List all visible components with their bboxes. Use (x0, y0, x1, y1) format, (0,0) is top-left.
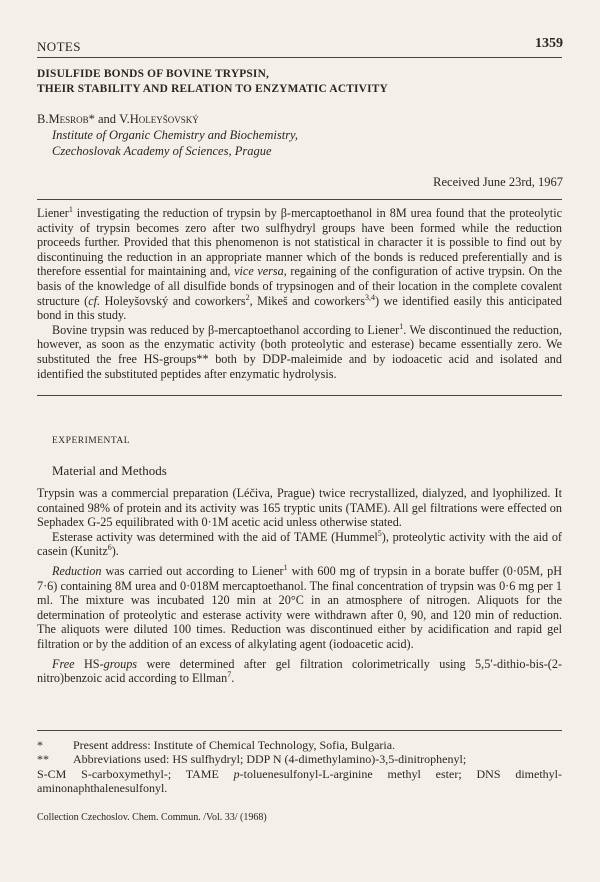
ref-3-4: 3,4 (365, 292, 375, 302)
journal-footer: Collection Czechoslov. Chem. Commun. /Vol. 33/ (1968) (37, 812, 267, 823)
footnote-1-mark: * (37, 738, 43, 752)
ref-7: 7 (227, 670, 232, 680)
footnote-1-text: Present address: Institute of Chemical Technology, Sofia, Bulgaria. (73, 738, 396, 752)
title-line-1: DISULFIDE BONDS OF BOVINE TRYPSIN, (37, 68, 270, 80)
material-methods-heading: Material and Methods (52, 463, 167, 478)
footnote-2-text: Abbreviations used: HS sulfhydryl; DDP N (4-dimethylamino)-3,5-dinitrophenyl; (73, 752, 467, 767)
footnote-1 (37, 738, 562, 752)
section-header: NOTES (37, 39, 81, 54)
intro-paragraph-2: Bovine trypsin was reduced by β-mercaptoethanol according to Liener$^1$. We discontinued the reduction, however, as soon as the enzymatic activity (both proteolytic and esterase) became essentially zero. We substituted the free HS-groups** both by DDP-maleimide and by iodoacetic acid and isolated and identified the substituted peptides after enzymatic hydrolysis. (37, 321, 562, 381)
article-title (37, 67, 562, 97)
author-conjunction: and (94, 112, 120, 126)
intro-paragraph-1: Liener$^1$ investigating the reduction of trypsin by β-mercaptoethanol in 8M urea found that the proteolytic activity of trypsin becomes zero after two sulfhydryl groups have been formed while the reduction proceeds further. Provided that this phenomenon is not statistical in character it is possible to find out by discontinuing the reduction in an appropriate manner which of the bonds is reduced preferentially and is therefore essential for maintaining and, vice versa, regaining of the configuration of active trypsin. On the basis of the knowledge of all disulfide bonds of trypsinogen and of their location in the complete covalent structure (cf. Holeyšovský and coworkers$^2$, Mikeš and coworkers$^{3,4}$) we identified easily this anticipated bond in this study. (37, 204, 563, 323)
ref-1: 1 (68, 204, 73, 214)
abstract-bottom-rule (37, 395, 562, 396)
footnote-2 (37, 752, 562, 766)
author-1: B.Mesrob* (37, 112, 95, 126)
page-number: 1359 (535, 36, 563, 51)
footnotes (37, 738, 562, 796)
exp-paragraph-3: Reduction was carried out according to Liener$^1$ with 600 mg of trypsin in a borate buffer (0·05M, pH 7·6) containing 8M urea and 0·018M mercaptoethanol. The final concentration of trypsin was 0·6 mg per 1 ml. The mixture was incubated 120 min at 20°C in an atmosphere of nitrogen. Aliquots for the determination of proteolytic and esterase activity were withdrawn after 0, 90, and 120 min of reduction. The aliquots were diluted 100 times. Reduction was discontinued either by acidification and rapid gel filtration or by the addition of an excess of alkylating agent (iodoacetic acid). (37, 562, 562, 651)
received-date: Received June 23rd, 1967 (433, 175, 563, 189)
ref-1c: 1 (283, 562, 288, 572)
affiliation-line-1: Institute of Organic Chemistry and Biochemistry, (52, 128, 299, 142)
exp-paragraph-2: Esterase activity was determined with the aid of TAME (Hummel$^5$), proteolytic activity with the aid of casein (Kunitz$^6$). (37, 528, 562, 559)
ref-5: 5 (377, 528, 382, 538)
title-line-2: THEIR STABILITY AND RELATION TO ENZYMATIC ACTIVITY (37, 83, 388, 95)
affiliation-line-2: Czechoslovak Academy of Sciences, Prague (52, 144, 272, 158)
introduction (37, 206, 562, 381)
footnote-2-continued: S-CM S-carboxymethyl-; TAME p-toluenesulfonyl-L-arginine methyl ester; DNS dimethyl-aminonaphthalenesulfonyl. (37, 766, 562, 796)
experimental-heading: EXPERIMENTAL (52, 436, 131, 446)
author-line (37, 112, 199, 127)
ref-1b: 1 (399, 321, 404, 331)
author-2: V.Holeyšovský (119, 112, 199, 126)
affiliation (52, 127, 298, 159)
exp-paragraph-4: Free HS-groups were determined after gel filtration colorimetrically using 5,5′-dithio-bis-(2-nitro)benzoic acid according to Ellman$^7$. (37, 656, 563, 686)
footnote-rule (37, 730, 562, 731)
header-rule (37, 57, 562, 58)
experimental-body (37, 486, 562, 686)
abstract-top-rule (37, 199, 562, 200)
exp-paragraph-1: Trypsin was a commercial preparation (Léčiva, Prague) twice recrystallized, dialyzed, and lyophilized. It contained 98% of protein and its activity was 165 tryptic units (TAME). All gel filtrations were effected on Sephadex G-25 equilibrated with 0·1M acetic acid unless otherwise stated. (37, 486, 562, 530)
ref-6: 6 (107, 543, 112, 553)
ref-2: 2 (245, 292, 250, 302)
footnote-2-mark: ** (37, 752, 49, 767)
